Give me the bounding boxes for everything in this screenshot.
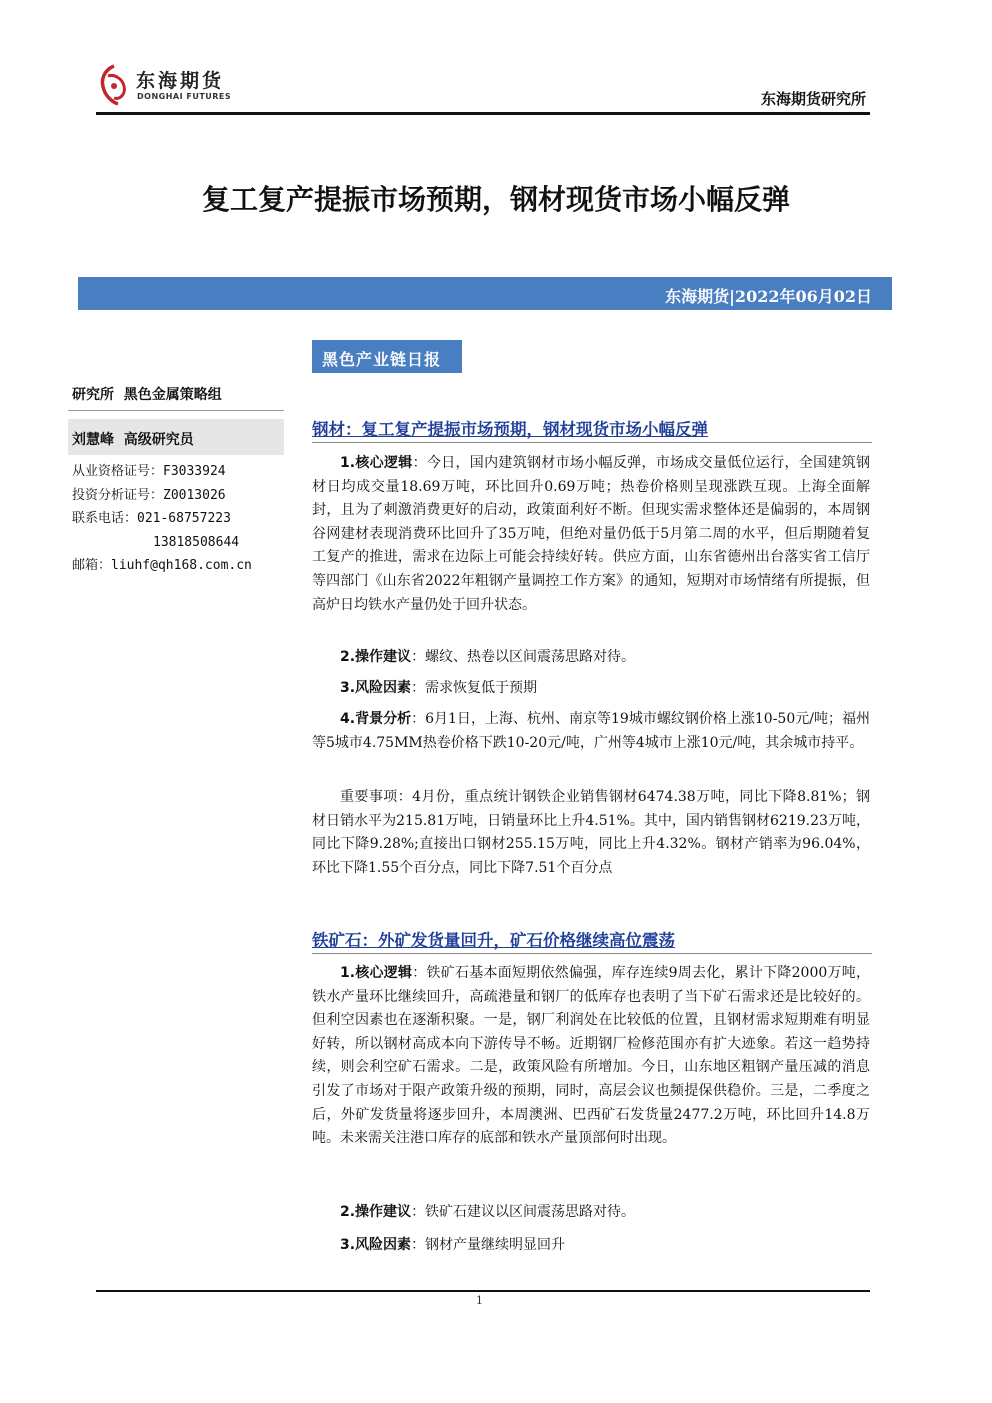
- report-title: 复工复产提振市场预期，钢材现货市场小幅反弹: [201, 183, 790, 216]
- ore-core-logic: [312, 962, 870, 1151]
- ore-risk-label: 3.风险因素: [340, 1237, 412, 1253]
- ore-operation-text: ：铁矿石建议以区间震荡思路对待。: [411, 1204, 636, 1220]
- ore-operation-label: 2.操作建议: [340, 1204, 412, 1220]
- steel-core-logic: [312, 452, 870, 617]
- logo-text-cn: 东海期货: [136, 70, 225, 92]
- steel-risk-text: ：需求恢复低于预期: [411, 680, 538, 696]
- qualification-number: 从业资格证号：F3033924: [72, 464, 226, 479]
- steel-core-logic-text: ：今日，国内建筑钢材市场小幅反弹，市场成交量低位运行，全国建筑钢材日均成交量18.69万吨，环比回升0.69万吨；热卷价格则呈现涨跌互现。上海全面解封，且为了刺激消费更好的启动，政策面利好不断。但现实需求整体还是偏弱的，本周钢谷网建材表现消费环比回升了35万吨，但绝对量仍低于5月第二周的水平，但后期随着复工复产的推进，需求在边际上可能会持续好转。供应方面，山东省德州出台落实省工信厅等四部门《山东省2022年粗钢产量调控工作方案》的通知，短期对市场情绪有所提振，但高炉日均铁水产量仍处于回升状态。: [312, 455, 871, 613]
- section-divider-steel: [312, 442, 872, 443]
- phone-number: 联系电话：021-68757223: [72, 511, 231, 526]
- author-name: 刘慧峰 高级研究员: [72, 432, 194, 448]
- section-title-steel: 钢材：复工复产提振市场预期，钢材现货市场小幅反弹: [312, 420, 708, 439]
- author-box: [68, 419, 284, 455]
- steel-operation-text: ：螺纹、热卷以区间震荡思路对待。: [411, 649, 636, 665]
- section-title-iron-ore: 铁矿石：外矿发货量回升，矿石价格继续高位震荡: [312, 931, 675, 950]
- category-label: 黑色产业链日报: [322, 350, 442, 369]
- company-logo: [96, 62, 256, 114]
- footer-divider: [96, 1290, 870, 1292]
- mobile-number: 13818508644: [153, 534, 240, 550]
- steel-background: [312, 708, 870, 755]
- steel-risk-label: 3.风险因素: [340, 680, 412, 696]
- date-banner: [78, 277, 892, 310]
- email-address: 邮箱：liuhf@qh168.com.cn: [72, 558, 252, 573]
- section-divider-iron-ore: [312, 953, 872, 954]
- category-tag: [312, 340, 462, 373]
- author-contact: [68, 460, 284, 578]
- steel-key-events: 重要事项：4月份，重点统计钢铁企业销售钢材6474.38万吨，同比下降8.81%；钢材日销水平为215.81万吨，日销量环比上升4.51%。其中，国内销售钢材6219.23万吨，同比下降9.28%;直接出口钢材255.15万吨，同比上升4.32%。钢材产销率为96.04%，环比下降1.55个百分点，同比下降7.51个百分点: [312, 789, 870, 876]
- header-divider: [96, 112, 870, 115]
- sidebar-divider: [68, 410, 284, 411]
- ore-risk: [312, 1234, 870, 1258]
- steel-operation: [312, 646, 870, 670]
- steel-background-text: ：6月1日，上海、杭州、南京等19城市螺纹钢价格上涨10-50元/吨；福州等5城市4.75MM热卷价格下跌10-20元/吨，广州等4城市上涨10元/吨，其余城市持平。: [312, 711, 870, 751]
- advisor-number: 投资分析证号：Z0013026: [72, 487, 226, 503]
- donghai-logo-icon: [96, 62, 132, 108]
- ore-core-logic-label: 1.核心逻辑: [340, 965, 413, 981]
- steel-operation-label: 2.操作建议: [340, 649, 412, 665]
- logo-text-en: DONGHAI FUTURES: [137, 92, 232, 101]
- research-team: 研究所 黑色金属策略组: [72, 387, 222, 403]
- report-date: 东海期货|2022年06月02日: [665, 287, 872, 306]
- ore-operation: [312, 1201, 870, 1225]
- steel-risk: [312, 677, 870, 701]
- author-sidebar: [68, 380, 284, 578]
- ore-core-logic-text: ：铁矿石基本面短期依然偏强，库存连续9周去化，累计下降2000万吨，铁水产量环比继续回升，高疏港量和钢厂的低库存也表明了当下矿石需求还是比较好的。但利空因素也在逐渐积聚。一是，钢厂利润处在比较低的位置，且钢材需求短期难有明显好转，所以钢材高成本向下游传导不畅。近期钢厂检修范围亦有扩大迹象。若这一趋势持续，则会利空矿石需求。二是，政策风险有所增加。今日，山东地区粗钢产量压减的消息引发了市场对于限产政策升级的预期，同时，高层会议也频提保供稳价。三是，二季度之后，外矿发货量将逐步回升，本周澳洲、巴西矿石发货量2477.2万吨，环比回升14.8万吨。未来需关注港口库存的底部和铁水产量顶部何时出现。: [312, 965, 870, 1147]
- page-number: 1: [476, 1294, 483, 1307]
- steel-background-label: 4.背景分析: [340, 711, 412, 727]
- institute-name: 东海期货研究所: [760, 90, 866, 108]
- steel-core-logic-label: 1.核心逻辑: [340, 455, 413, 471]
- ore-risk-text: ：钢材产量继续明显回升: [411, 1237, 566, 1253]
